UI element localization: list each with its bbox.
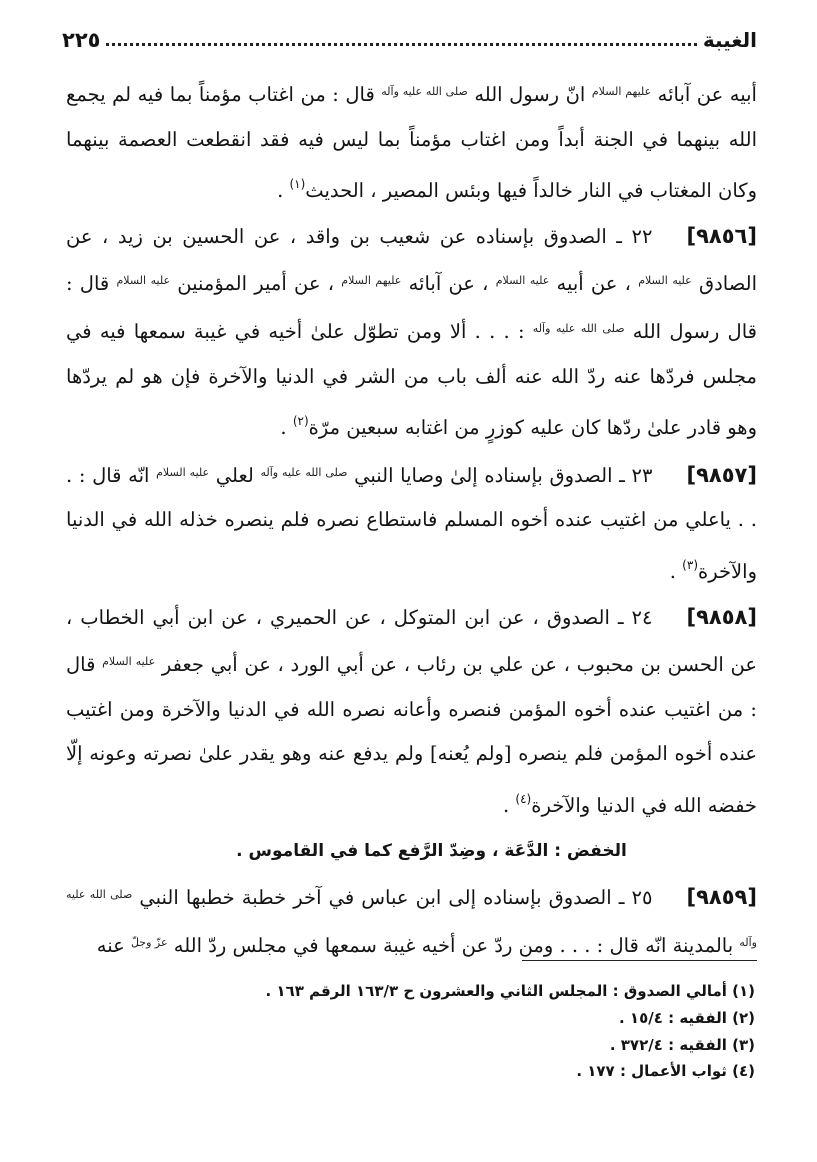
gloss-note: الخفض : الدَّعَة ، وضِدّ الرَّفع كما في القاموس . <box>236 840 627 861</box>
hadith-number: [٩٨٥٩] <box>686 885 757 910</box>
honorific-imam: عليه السلام <box>495 274 550 288</box>
leader-dots <box>106 43 696 46</box>
honorific-imam: عليه السلام <box>116 274 171 288</box>
page-number: ٢٢٥ <box>62 28 101 52</box>
running-header <box>62 16 757 52</box>
hadith-number: [٩٨٥٧] <box>686 462 757 487</box>
footnote-mark[interactable]: (٤) <box>515 791 532 806</box>
footnote-mark[interactable]: (٣) <box>682 557 698 572</box>
honorific-jalla: عزّ وجلّ <box>130 935 168 949</box>
footnote-4: (٤) ثواب الأعمال : ١٧٧ . <box>576 1062 755 1081</box>
hadith-22: [٩٨٥٦]٢٢ ـ الصدوق بإسناده عن شعيب بن واقد ، عن الحسين بن زيد ، عن الصادق $^{عليه السلام}$ ، عن أبيه $^{عليه السلام}$ ، عن آبائه $^{عليهم السلام}$ ، عن أمير المؤمنين $^{عليه السلام}$ قال : قال رسول الله $^{صلى الله عليه وآله}$ : . . . ألا ومن تطوّل علىٰ أخيه في غيبة سمعها فيه في مجلس فردّها عنه ردّ الله عنه ألف باب من الشر في الدنيا والآخرة فإن هو لم يردّها وهو قادر علىٰ ردّها كان عليه كوزرٍ من اغتابه سبعين مرّة$^{(٢)}$ . <box>66 223 758 440</box>
footnotes <box>66 978 755 1085</box>
footnote-2: (٢) الفقيه : ١٥/٤ . <box>619 1008 755 1027</box>
footnote-mark[interactable]: (١) <box>289 177 306 192</box>
hadith-24: [٩٨٥٨]٢٤ ـ الصدوق ، عن ابن المتوكل ، عن الحميري ، عن ابن أبي الخطاب ، عن الحسن بن محبوب ، عن علي بن رئاب ، عن أبي الورد ، عن أبي جعفر $^{عليه السلام}$ قال : من اغتيب عنده أخوه المؤمن فنصره وأعانه نصره الله في الدنيا والآخرة ومن اغتيب عنده أخوه المؤمن فلم ينصره [ولم يُعنه] ولم يدفع عنه وهو يقدر علىٰ نصرته وعونه إلّا خفضه الله في الدنيا والآخرة$^{(٤)}$ . <box>66 604 757 817</box>
hadith-25: [٩٨٥٩]٢٥ ـ الصدوق بإسناده إلى ابن عباس في آخر خطبة خطبها النبي $^{صلى الله عليه وآله}$ بالمدينة انّه قال : . . . ومن ردّ عن أخيه غيبة سمعها في مجلس ردّ الله $^{عزّ وجلّ}$ عنه <box>66 885 757 957</box>
honorific-imams: عليهم السلام <box>341 274 402 288</box>
footnote-1: (١) أمالي الصدوق : المجلس الثاني والعشرون ح ١٦٣/٣ الرقم ١٦٣ . <box>265 982 755 1000</box>
honorific-imam: عليه السلام <box>638 274 692 288</box>
footnote-3: (٣) الفقيه : ٣٧٢/٤ . <box>609 1035 755 1054</box>
running-title: الغيبة <box>702 28 757 52</box>
hadith-23: [٩٨٥٧]٢٣ ـ الصدوق بإسناده إلىٰ وصايا النبي $^{صلى الله عليه وآله}$ لعلي $^{عليه السلام}$ انّه قال : . . . ياعلي من اغتيب عنده أخوه المسلم فاستطاع نصره فلم ينصره خذله الله في الدنيا والآخرة$^{(٣)}$ . <box>66 462 757 583</box>
honorific-imams: عليهم السلام <box>591 85 652 98</box>
honorific-prophet: صلى الله عليه وآله <box>66 888 757 949</box>
hadith-number: [٩٨٥٦] <box>686 223 757 248</box>
honorific-prophet: صلى الله عليه وآله <box>381 85 468 98</box>
honorific-prophet: صلى الله عليه وآله <box>260 465 348 479</box>
footnote-separator <box>522 960 757 961</box>
main-text <box>66 70 757 968</box>
honorific-prophet: صلى الله عليه وآله <box>532 321 625 335</box>
honorific-imam: عليه السلام <box>102 655 156 669</box>
paragraph-continuation: أبيه عن آبائه $^{عليهم السلام}$ انّ رسول الله $^{صلى الله عليه وآله}$ قال : من اغتاب مؤمناً بما فيه لم يجمع الله بينهما في الجنة أبداً ومن اغتاب مؤمناً بما ليس فيه فقد انقطعت العصمة بينهما وكان المغتاب في النار خالداً فيها وبئس المصير ، الحديث$^{(١)}$ . <box>66 83 757 203</box>
hadith-number: [٩٨٥٨] <box>686 604 757 629</box>
footnote-mark[interactable]: (٢) <box>292 414 309 429</box>
honorific-imam: عليه السلام <box>156 465 210 479</box>
